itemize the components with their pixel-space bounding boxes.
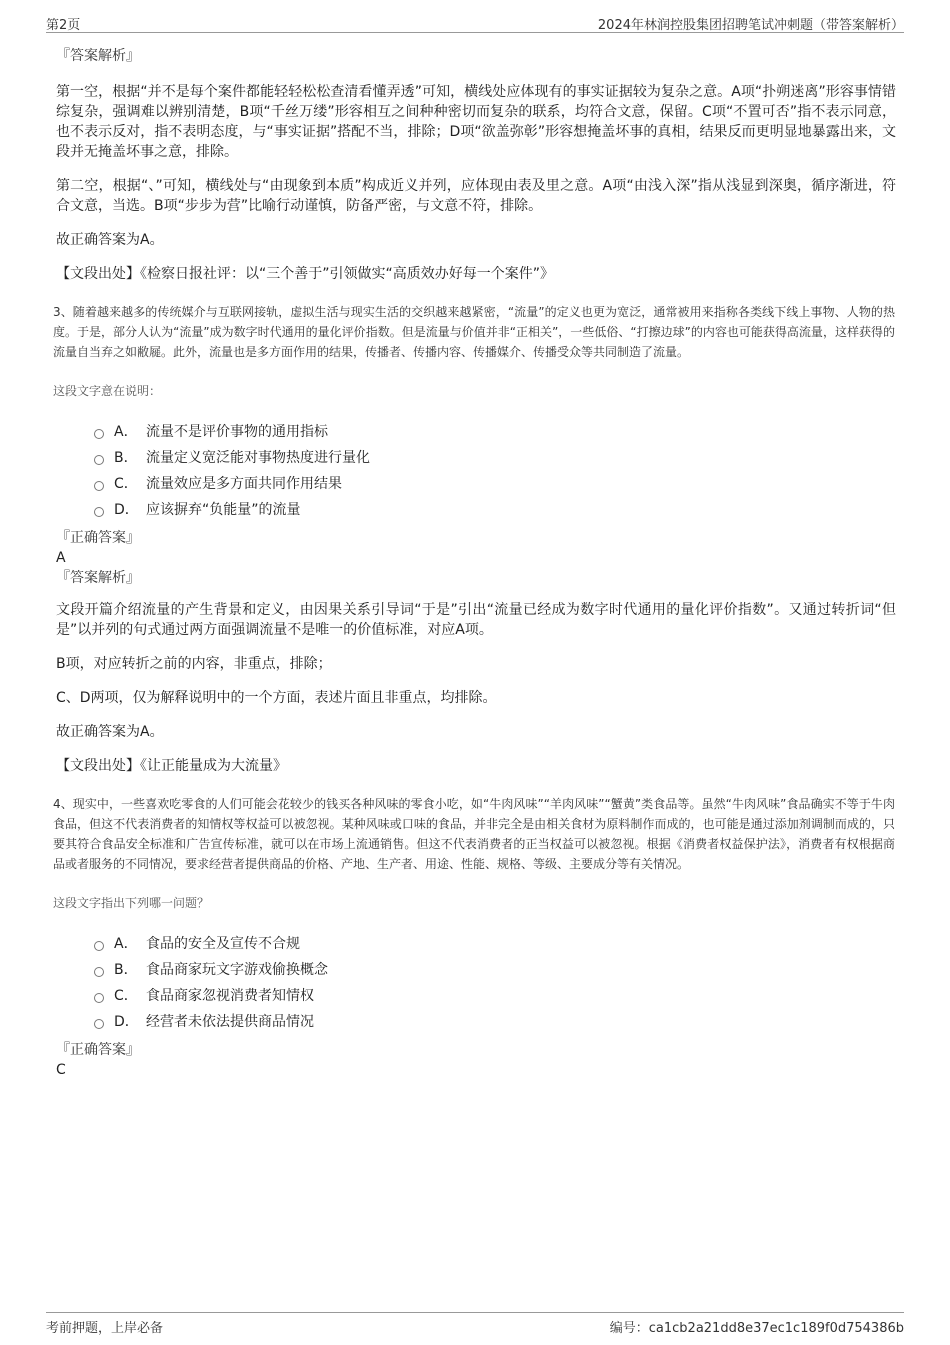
q3-option-b[interactable] [94,448,896,474]
q4-answer: C [56,1062,66,1078]
q2-analysis-label: 『答案解析』 [56,48,140,64]
q2-analysis-para-1: 第一空，根据“并不是每个案件都能轻轻松松查清看懂弄透”可知，横线处应体现有的事实证据较为复杂之意。A项“扑朔迷离”形容事情错综复杂，强调难以辨别清楚，B项“千丝万缕”形容相互之间种种密切而复杂的联系，均符合文意，保留。C项“不置可否”指不表示同意，也不表示反对，指不表明态度，与“事实证据”搭配不当，排除；D项“欲盖弥彰”形容想掩盖坏事的真相，结果反而更明显地暴露出来，文段并无掩盖坏事之意，排除。 [56,84,896,160]
q3-analysis-para-1: 文段开篇介绍流量的产生背景和定义，由因果关系引导词“于是”引出“流量已经成为数字时代通用的量化评价指数”。又通过转折词“但是”以并列的句式通过两方面强调流量不是唯一的价值标准，对应A项。 [56,602,896,638]
q3-option-a[interactable] [94,422,896,448]
radio-icon[interactable] [94,429,104,439]
q3-option-d[interactable] [94,500,896,526]
q3-prompt: 这段文字意在说明： [53,384,162,398]
footer-code-label: 编号： [609,1321,649,1336]
option-letter: A． [114,936,138,952]
radio-icon[interactable] [94,455,104,465]
option-letter: B． [114,962,138,978]
footer-code [610,1317,904,1336]
page-header [46,12,904,33]
q4-answer-label: 『正确答案』 [56,1042,140,1058]
q4-option-a[interactable] [94,934,896,960]
option-text: 流量定义宽泛能对事物热度进行量化 [146,450,370,466]
radio-icon[interactable] [94,941,104,951]
radio-icon[interactable] [94,481,104,491]
option-text: 经营者未依法提供商品情况 [146,1014,314,1030]
q3-option-c[interactable] [94,474,896,500]
option-letter: D． [114,1014,139,1030]
q2-conclusion: 故正确答案为A。 [56,232,164,248]
q4-stem: 4、现实中，一些喜欢吃零食的人们可能会花较少的钱买各种风味的零食小吃，如“牛肉风味”“羊肉风味”“蟹黄”类食品等。虽然“牛肉风味”食品确实不等于牛肉食品，但这不代表消费者的知情权等权益可以被忽视。某种风味或口味的食品，并非完全是由相关食材为原料制作而成的，也可能是通过添加剂调制而成的，只要其符合食品安全标准和广告宣传标准，就可以在市场上流通销售。但这不代表消费者的正当权益可以被忽视。根据《消费者权益保护法》，消费者有权根据商品或者服务的不同情况，要求经营者提供商品的价格、产地、生产者、用途、性能、规格、等级、主要成分等有关情况。 [53,797,895,871]
q4-option-b[interactable] [94,960,896,986]
page-number: 第2页 [46,18,81,33]
radio-icon[interactable] [94,507,104,517]
q3-source: 【文段出处】《让正能量成为大流量》 [56,758,287,774]
q3-conclusion: 故正确答案为A。 [56,724,164,740]
footer-code-value: ca1cb2a21dd8e37ec1c189f0d754386b [648,1321,904,1336]
q3-options [94,422,896,526]
option-text: 食品商家玩文字游戏偷换概念 [146,962,328,978]
option-letter: B． [114,450,138,466]
document-title: 2024年林润控股集团招聘笔试冲刺题（带答案解析） [597,18,904,33]
q3-analysis-label: 『答案解析』 [56,570,140,586]
q4-options [94,934,896,1038]
option-letter: A． [114,424,138,440]
radio-icon[interactable] [94,967,104,977]
option-letter: C． [114,988,138,1004]
radio-icon[interactable] [94,1019,104,1029]
option-text: 流量效应是多方面共同作用结果 [146,476,342,492]
q3-analysis-para-3: C、D两项，仅为解释说明中的一个方面，表述片面且非重点，均排除。 [56,690,497,706]
q4-prompt: 这段文字指出下列哪一问题？ [53,896,210,910]
footer-slogan: 考前押题，上岸必备 [46,1321,164,1336]
page-footer [46,1312,904,1337]
option-text: 应该摒弃“负能量”的流量 [146,502,301,518]
q3-analysis-para-2: B项，对应转折之前的内容，非重点，排除； [56,656,332,672]
q3-answer: A [56,550,66,566]
q3-answer-label: 『正确答案』 [56,530,140,546]
radio-icon[interactable] [94,993,104,1003]
q2-analysis-para-2: 第二空，根据“、”可知，横线处与“由现象到本质”构成近义并列，应体现由表及里之意。A项“由浅入深”指从浅显到深奥，循序渐进，符合文意，当选。B项“步步为营”比喻行动谨慎，防备严密，与文意不符，排除。 [56,178,896,214]
option-text: 食品商家忽视消费者知情权 [146,988,314,1004]
q4-option-d[interactable] [94,1012,896,1038]
q2-source: 【文段出处】《检察日报社评：以“三个善于”引领做实“高质效办好每一个案件”》 [56,266,555,282]
option-text: 流量不是评价事物的通用指标 [146,424,328,440]
option-letter: C． [114,476,138,492]
q3-stem: 3、随着越来越多的传统媒介与互联网接轨，虚拟生活与现实生活的交织越来越紧密，“流量”的定义也更为宽泛，通常被用来指称各类线下线上事物、人物的热度。于是，部分人认为“流量”成为数字时代通用的量化评价指数。但是流量与价值并非“正相关”，一些低俗、“打擦边球”的内容也可能获得高流量，这样获得的流量自当弃之如敝屣。此外，流量也是多方面作用的结果，传播者、传播内容、传播媒介、传播受众等共同制造了流量。 [53,305,895,359]
page-content [53,46,896,1080]
q4-option-c[interactable] [94,986,896,1012]
option-letter: D． [114,502,139,518]
option-text: 食品的安全及宣传不合规 [146,936,300,952]
